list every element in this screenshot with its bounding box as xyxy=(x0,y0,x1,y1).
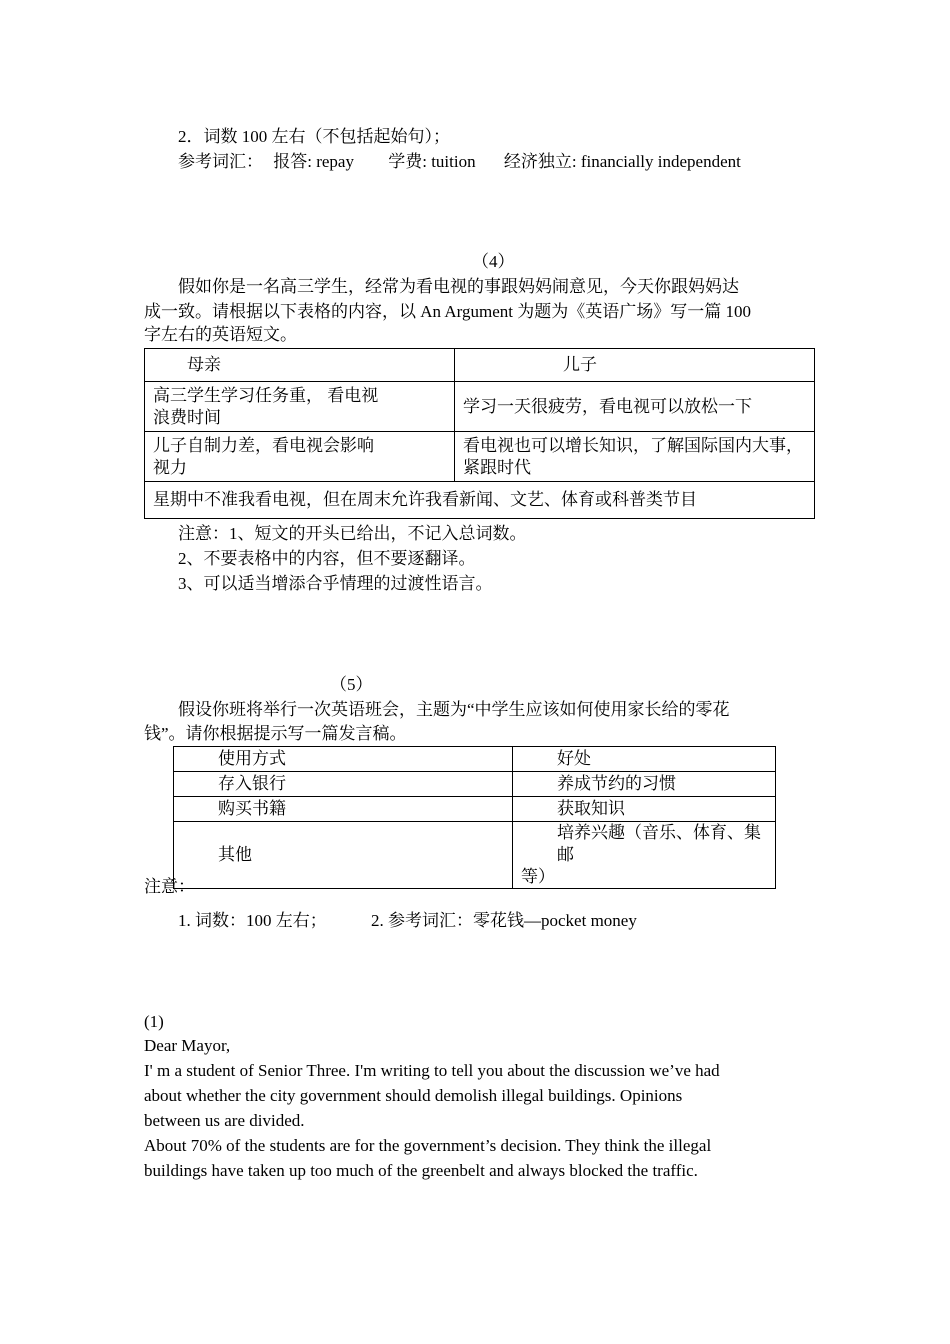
vocab-line xyxy=(178,151,741,173)
r1-mother-line2: 浪费时间 xyxy=(153,407,221,427)
r3-benefit-line1: 培养兴趣（音乐、体育、集邮 xyxy=(557,823,761,864)
section5-note-label: 注意： xyxy=(144,877,195,896)
section5-note2: 2. 参考词汇：零花钱—pocket money xyxy=(371,911,637,930)
section4-note1: 注意：1、短文的开头已给出，不记入总词数。 xyxy=(178,524,527,543)
answer1-label: (1) xyxy=(144,1012,164,1031)
r1-benefit: 养成节约的习惯 xyxy=(513,772,776,797)
section4-note3: 3、可以适当增添合乎情理的过渡性语言。 xyxy=(178,574,493,593)
answer1-p1-line2: about whether the city government should demolish illegal buildings. Opinions xyxy=(144,1086,683,1105)
section5-table xyxy=(173,746,776,889)
answer1-p1-line3: between us are divided. xyxy=(144,1111,305,1130)
r1-son: 学习一天很疲劳，看电视可以放松一下 xyxy=(455,382,815,432)
section5-prompt-line2: 钱”。请你根据提示写一篇发言稿。 xyxy=(144,724,407,743)
vocab-item-repay: 报答: repay xyxy=(273,152,354,171)
section4-heading: （4） xyxy=(472,252,515,271)
section5-note1: 1. 词数：100 左右； xyxy=(178,911,327,930)
r2-benefit: 获取知识 xyxy=(513,797,776,822)
vocab-item-tuition: 学费: tuition xyxy=(388,152,476,171)
r3-rule: 星期中不准我看电视，但在周末允许我看新闻、文艺、体育或科普类节目 xyxy=(145,482,815,519)
section4-prompt-line3: 字左右的英语短文。 xyxy=(144,325,297,344)
answer1-p2-line1: About 70% of the students are for the government’s decision. They think the illegal xyxy=(144,1136,712,1155)
section5-heading: （5） xyxy=(330,675,373,694)
r2-son-line2: 紧跟时代 xyxy=(463,457,531,477)
r2-usage: 购买书籍 xyxy=(174,797,513,822)
section4-note2: 2、不要表格中的内容，但不要逐翻译。 xyxy=(178,549,476,568)
section5-prompt-line1: 假设你班将举行一次英语班会，主题为“中学生应该如何使用家长给的零花 xyxy=(178,700,730,719)
section4-prompt-line1: 假如你是一名高三学生，经常为看电视的事跟妈妈闹意见，今天你跟妈妈达 xyxy=(178,277,739,296)
section4-prompt-line2: 成一致。请根据以下表格的内容，以 An Argument 为题为《英语广场》写一篇 100 xyxy=(144,302,751,321)
answer1-salutation: Dear Mayor, xyxy=(144,1036,231,1055)
r2-mother-line1: 儿子自制力差，看电视会影响 xyxy=(153,435,374,455)
header-mother: 母亲 xyxy=(145,349,455,382)
r3-benefit xyxy=(513,822,776,889)
answer1-p1-line1: I' m a student of Senior Three. I'm writing to tell you about the discussion we’ve had xyxy=(144,1061,720,1080)
header-son: 儿子 xyxy=(455,349,815,382)
note-word-count: 2．词数 100 左右（不包括起始句）； xyxy=(178,127,450,146)
section5-notes xyxy=(178,910,637,932)
r1-mother xyxy=(145,382,455,432)
h-usage: 使用方式 xyxy=(174,747,513,772)
r2-son xyxy=(455,432,815,482)
r2-mother xyxy=(145,432,455,482)
r2-mother-line2: 视力 xyxy=(153,457,187,477)
section4-table xyxy=(144,348,815,519)
r3-usage: 其他 xyxy=(174,822,513,889)
r1-mother-line1: 高三学生学习任务重， 看电视 xyxy=(153,385,379,405)
answer1-p2-line2: buildings have taken up too much of the greenbelt and always blocked the traffic. xyxy=(144,1161,698,1180)
h-benefit: 好处 xyxy=(513,747,776,772)
vocab-item-independent: 经济独立: financially independent xyxy=(503,152,741,171)
r3-benefit-line2: 等） xyxy=(521,867,555,886)
vocab-label: 参考词汇： xyxy=(178,152,263,171)
r2-son-line1: 看电视也可以增长知识，了解国际国内大事， xyxy=(463,435,803,455)
r1-usage: 存入银行 xyxy=(174,772,513,797)
